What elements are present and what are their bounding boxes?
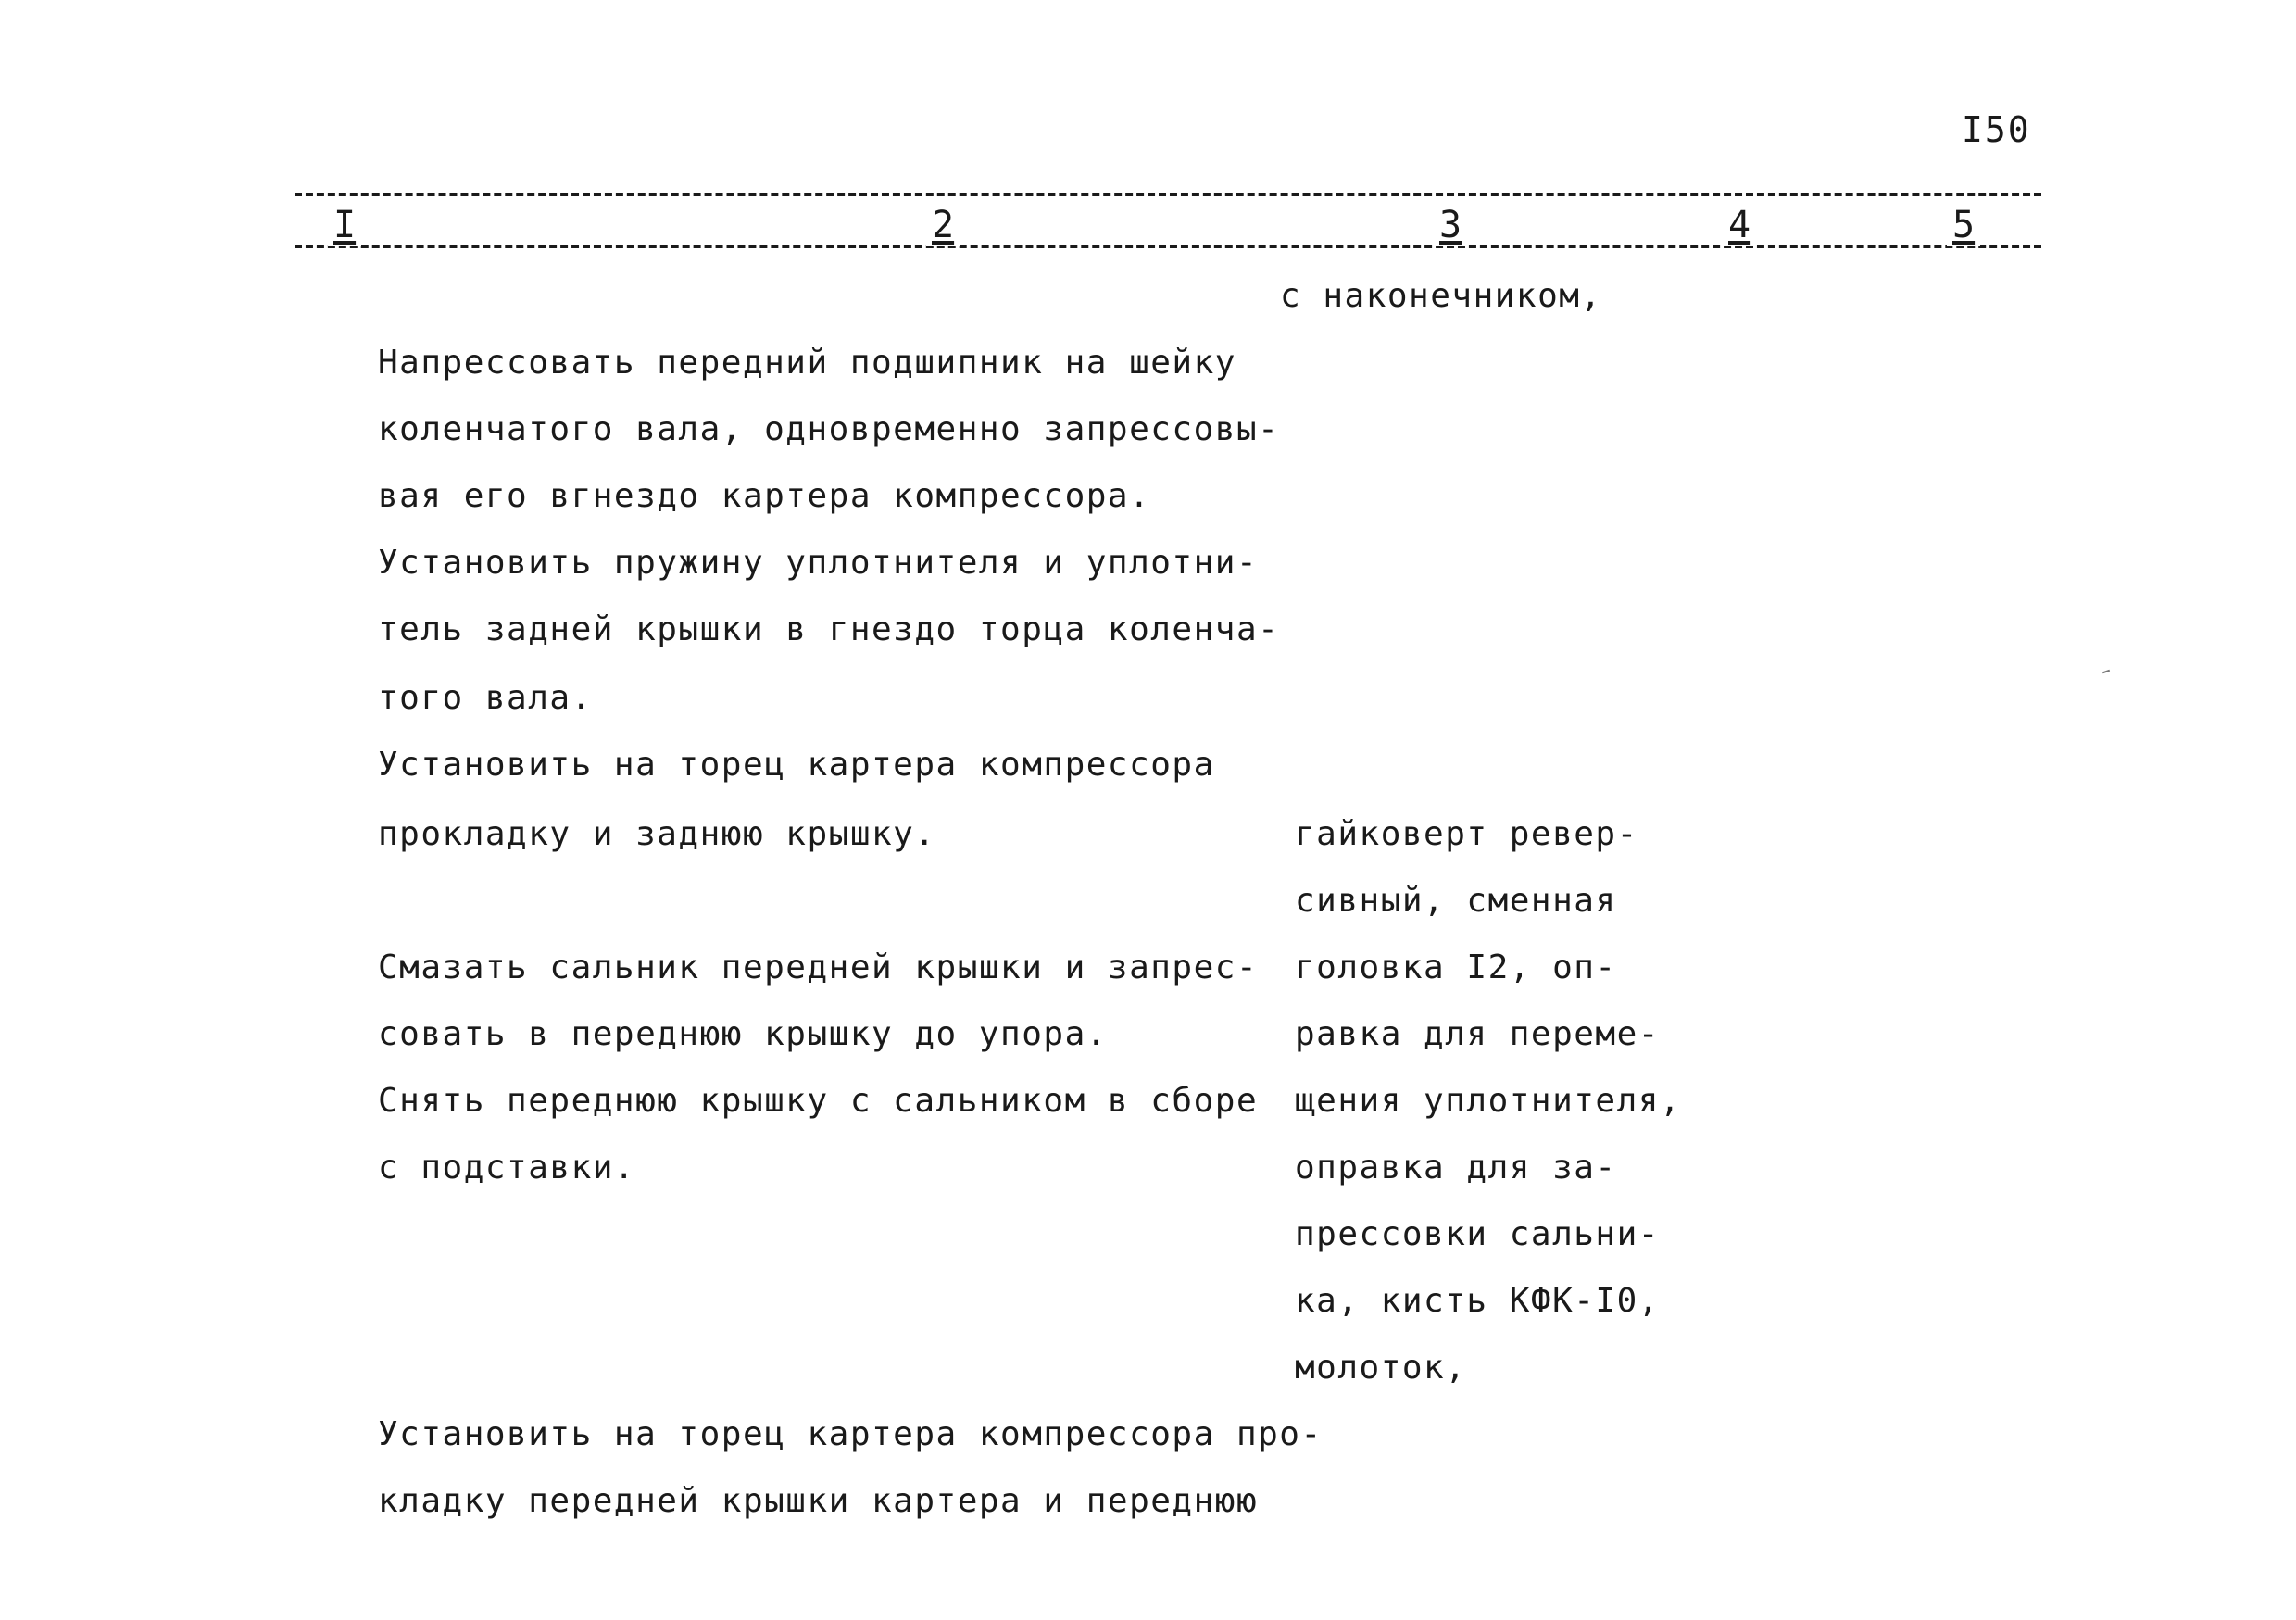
operation-line: с подставки. [378,1149,636,1187]
operation-line: Снять переднюю крышку с сальником в сборе [378,1082,1259,1120]
operation-line: совать в переднюю крышку до упора. [378,1015,1108,1053]
tool-line: прессовки сальни- [1295,1215,1660,1253]
operation-line: вая его вгнездо картера компрессора. [378,477,1151,515]
tool-line: гайковерт ревер- [1295,815,1638,853]
operation-line: коленчатого вала, одновременно запрессовы- [378,410,1280,448]
column-header-4: 4 [1723,204,1756,246]
column-header-1: I [328,204,361,246]
tool-line: равка для переме- [1295,1015,1660,1053]
operation-line: Смазать сальник передней крышки и запрес- [378,948,1259,986]
column-header-3: 3 [1434,204,1467,246]
tool-line: головка I2, оп- [1295,948,1617,986]
tool-line: молоток, [1295,1349,1467,1387]
operation-line: Напрессовать передний подшипник на шейку [378,344,1236,382]
tool-line: ка, кисть КФК-I0, [1295,1282,1660,1320]
tool-line: сивный, сменная [1295,882,1617,920]
header-rule-top [295,193,2041,196]
column-header-2: 2 [926,204,960,246]
column-header-5: 5 [1947,204,1980,246]
operation-line: Установить на торец картера компрессора [378,746,1215,784]
operation-line: Установить на торец картера компрессора про- [378,1415,1323,1453]
operation-line: Установить пружину уплотнителя и уплотни- [378,544,1259,582]
operation-line: того вала. [378,679,593,717]
tool-line: оправка для за- [1295,1149,1617,1187]
header-rule-bottom [295,245,2041,248]
page-number: I50 [1962,109,2031,150]
operation-line: кладку передней крышки картера и переднюю [378,1482,1259,1520]
operation-line: тель задней крышки в гнездо торца коленча- [378,610,1280,648]
tool-line: щения уплотнителя, [1295,1082,1682,1120]
stray-mark [2102,670,2110,674]
tool-line: с наконечником, [1280,277,1602,315]
operation-line: прокладку и заднюю крышку. [378,815,936,853]
